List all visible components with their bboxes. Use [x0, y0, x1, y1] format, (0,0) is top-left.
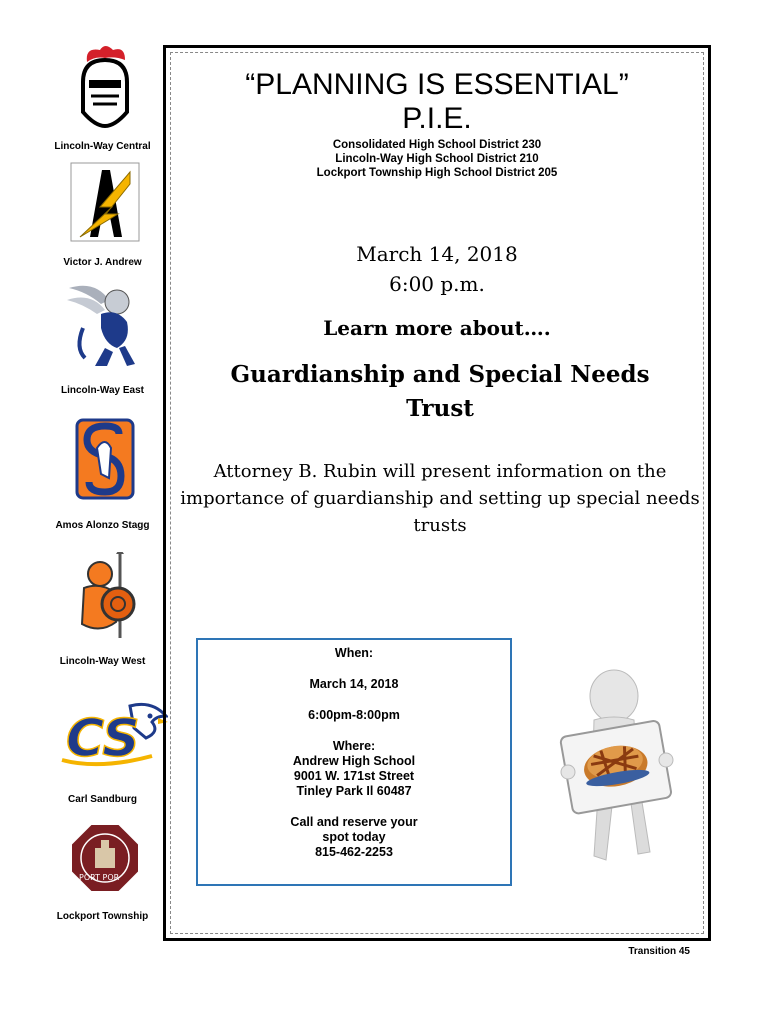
phone-number: 815-462-2253 — [315, 845, 393, 859]
griffin-icon — [65, 278, 145, 373]
event-date: March 14, 2018 — [356, 242, 518, 266]
district-list — [166, 138, 708, 180]
district-line: Lockport Township High School District 205 — [316, 167, 558, 179]
logo-label: Lincoln-Way East — [61, 385, 144, 396]
event-info-box — [196, 638, 512, 886]
info-date: March 14, 2018 — [309, 677, 399, 691]
venue-name: Andrew High School — [292, 754, 416, 768]
victor-j-andrew-logo — [60, 162, 150, 242]
where-label: Where: — [332, 739, 376, 753]
svg-text:CS: CS — [66, 709, 140, 769]
flyer-title: “PLANNING IS ESSENTIAL” — [245, 68, 629, 101]
knight-helmet-icon — [65, 42, 145, 132]
logo-label: Carl Sandburg — [68, 794, 137, 805]
info-time: 6:00pm-8:00pm — [308, 708, 400, 722]
district-line: Lincoln-Way High School District 210 — [335, 153, 539, 165]
logo-label: Lockport Township — [56, 911, 149, 922]
logo-label: Lincoln-Way Central — [54, 141, 151, 152]
venue-city: Tinley Park Il 60487 — [296, 784, 412, 798]
page-footer: Transition 45 — [628, 946, 690, 957]
logo-label: Lincoln-Way West — [59, 656, 146, 667]
carl-sandburg-logo — [60, 698, 150, 770]
logo-label: Victor J. Andrew — [63, 257, 142, 268]
warrior-shield-icon — [70, 552, 140, 640]
person-holding-pie-icon — [546, 656, 696, 871]
lincoln-way-west-logo — [60, 552, 150, 640]
event-time: 6:00 p.m. — [389, 272, 485, 296]
topic-heading: Guardianship and Special Needs Trust — [230, 361, 650, 422]
flyer-frame — [163, 45, 711, 941]
venue-street: 9001 W. 171st Street — [293, 769, 415, 783]
svg-text:PORT POR: PORT POR — [79, 873, 120, 882]
when-label: When: — [334, 646, 374, 660]
lincoln-way-central-logo — [60, 42, 150, 132]
district-line: Consolidated High School District 230 — [332, 139, 542, 151]
lockport-township-logo — [60, 822, 150, 894]
call-line: Call and reserve your — [290, 815, 418, 829]
mustang-s-icon — [75, 418, 135, 500]
event-description: Attorney B. Rubin will present information on the importance of guardianship and setting up special needs trusts — [180, 461, 700, 536]
amos-alonzo-stagg-logo — [60, 418, 150, 500]
learn-more-heading: Learn more about…. — [323, 316, 551, 340]
call-line: spot today — [322, 830, 386, 844]
flyer-acronym: P.I.E. — [402, 102, 472, 135]
lincoln-way-east-logo — [60, 278, 150, 373]
porters-seal-icon — [69, 822, 141, 894]
eagle-cs-icon — [60, 698, 168, 770]
lightning-a-icon — [70, 162, 140, 242]
logo-label: Amos Alonzo Stagg — [55, 520, 150, 531]
